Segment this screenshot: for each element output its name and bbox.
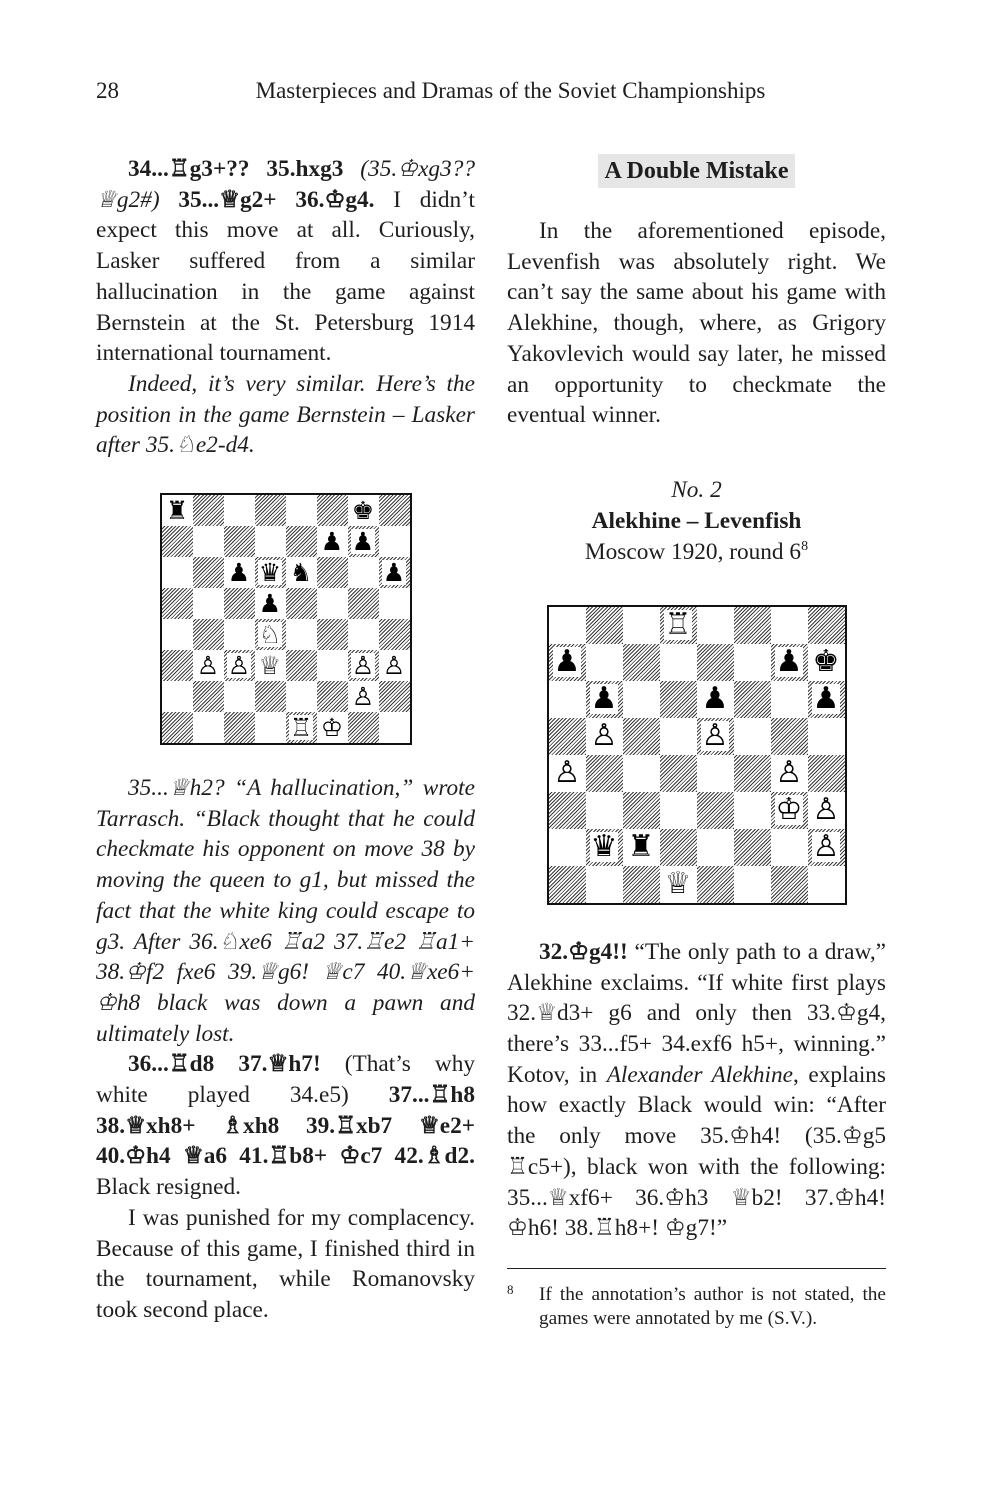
board-square — [697, 718, 734, 755]
white-queen-icon: ♕ — [258, 651, 282, 681]
board-square — [623, 866, 660, 903]
right-paragraph-2 — [507, 937, 886, 1244]
board-square — [549, 607, 586, 644]
board-square — [660, 792, 697, 829]
board-square — [193, 650, 224, 681]
board-square — [660, 607, 697, 644]
board-square — [771, 792, 808, 829]
board-square — [771, 681, 808, 718]
board-square — [771, 607, 808, 644]
board-square — [224, 712, 255, 743]
footnote-text: If the annotation’s author is not stated, the games were annotated by me (S.V.). — [539, 1283, 886, 1330]
board-square — [697, 829, 734, 866]
board-square — [586, 607, 623, 644]
board-square — [348, 681, 379, 712]
board-square — [586, 681, 623, 718]
black-knight-icon: ♞ — [289, 558, 313, 588]
left-paragraph-3: 35...♕h2? “A hallucination,” wrote Tarrasch. “Black thought that he could checkmate his opponent on move 38 by moving the queen to g1, but missed the fact that the white king could escape to g3. After 36.♘xe6 ♖a2 37.♖e2 ♖a1+ 38.♔f2 fxe6 39.♕g6! ♕c7 40.♕xe6+ ♔h8 black was down a pawn and ultimately lost. — [96, 775, 475, 1047]
board-square — [808, 607, 845, 644]
board-square — [348, 619, 379, 650]
footnote-reference: 8 — [801, 539, 809, 555]
board-square — [734, 644, 771, 681]
black-pawn-icon: ♟ — [258, 589, 282, 619]
white-pawn-icon: ♙ — [553, 755, 581, 791]
board-square — [193, 619, 224, 650]
white-queen-icon: ♕ — [664, 866, 692, 902]
board-square — [623, 607, 660, 644]
board-square — [660, 866, 697, 903]
board-square — [286, 619, 317, 650]
board-square — [224, 557, 255, 588]
board-square — [162, 557, 193, 588]
footnote-area — [507, 1268, 886, 1332]
board-square — [623, 681, 660, 718]
board-square — [586, 792, 623, 829]
board-square — [660, 755, 697, 792]
board-square — [193, 495, 224, 526]
board-square — [623, 829, 660, 866]
board-square — [193, 557, 224, 588]
board-square — [734, 607, 771, 644]
black-rook-icon: ♜ — [165, 496, 189, 526]
footnote-rule — [507, 1268, 886, 1269]
board-square — [348, 526, 379, 557]
board-square — [162, 712, 193, 743]
diagram-2-figure — [507, 605, 886, 905]
white-pawn-icon: ♙ — [812, 829, 840, 865]
running-title: Masterpieces and Dramas of the Soviet Championships — [255, 78, 766, 103]
board-square — [255, 495, 286, 526]
black-pawn-icon: ♟ — [553, 644, 581, 680]
text-run: 34...♖g3+?? — [128, 156, 250, 182]
white-rook-icon: ♖ — [664, 607, 692, 643]
board-square — [623, 792, 660, 829]
board-square — [734, 829, 771, 866]
white-pawn-icon: ♙ — [812, 792, 840, 828]
white-pawn-icon: ♙ — [351, 682, 375, 712]
text-run: 37...♖h8 38.♕xh8+ ♗xh8 39.♖xb7 ♕e2+ 40.♔h4 ♕a6 41.♖b8+ ♔c7 42.♗d2. — [96, 1082, 475, 1170]
board-square — [286, 650, 317, 681]
board-square — [549, 681, 586, 718]
footnote-mark: 8 — [507, 1281, 514, 1297]
board-square — [317, 526, 348, 557]
board-square — [549, 866, 586, 903]
text-run: , explains how exactly Black would win: “After the only move 35.♔h4! (35.♔g5 ♖c5+), black won with the following: 35...♕xf6+ 36.♔h3 ♕b2! 37.♔h4! ♔h6! 38.♖h8+! ♔g7!” — [507, 1061, 887, 1242]
board-square — [348, 557, 379, 588]
board-square — [660, 644, 697, 681]
board-square — [808, 755, 845, 792]
left-paragraph-1 — [96, 154, 475, 369]
chess-diagram-1 — [160, 493, 412, 745]
board-square — [697, 866, 734, 903]
black-pawn-icon: ♟ — [351, 527, 375, 557]
board-square — [255, 588, 286, 619]
board-square — [697, 681, 734, 718]
board-square — [771, 644, 808, 681]
text-run: (That’s why white played 34.e5) — [96, 1051, 475, 1109]
board-square — [697, 607, 734, 644]
game-number: No. 2 — [671, 476, 722, 503]
text-run: 32.♔g4!! — [539, 938, 628, 965]
white-king-icon: ♔ — [775, 792, 803, 828]
board-square — [808, 681, 845, 718]
game-players: Alekhine – Levenfish — [591, 507, 802, 534]
board-square — [771, 866, 808, 903]
black-king-icon: ♚ — [812, 644, 840, 680]
board-square — [808, 829, 845, 866]
board-square — [697, 792, 734, 829]
white-pawn-icon: ♙ — [701, 718, 729, 754]
board-square — [348, 712, 379, 743]
board-square — [255, 526, 286, 557]
white-pawn-icon: ♙ — [775, 755, 803, 791]
board-square — [255, 712, 286, 743]
game-event — [507, 537, 886, 568]
black-rook-icon: ♜ — [627, 829, 655, 865]
board-square — [771, 829, 808, 866]
board-square — [734, 866, 771, 903]
board-square — [317, 681, 348, 712]
left-column — [96, 154, 475, 1326]
board-square — [348, 495, 379, 526]
footnote — [507, 1283, 886, 1332]
board-square — [162, 650, 193, 681]
board-square — [255, 650, 286, 681]
board-square — [586, 718, 623, 755]
black-queen-icon: ♛ — [590, 829, 618, 865]
white-king-icon: ♔ — [320, 713, 344, 743]
diagram-1-figure — [96, 493, 475, 745]
board-square — [255, 619, 286, 650]
board-square — [317, 557, 348, 588]
board-square — [379, 495, 410, 526]
board-square — [255, 681, 286, 712]
board-square — [697, 644, 734, 681]
board-square — [808, 866, 845, 903]
right-paragraph-1: In the aforementioned episode, Levenfish was absolutely right. We can’t say the same about his game with Alekhine, though, where, as Grigory Yakovlevich would say later, he missed an opportunity to checkmate the eventual winner. — [507, 218, 886, 429]
board-square — [586, 866, 623, 903]
board-square — [193, 526, 224, 557]
board-square — [286, 712, 317, 743]
board-square — [660, 718, 697, 755]
board-square — [623, 755, 660, 792]
board-square — [317, 588, 348, 619]
board-square — [286, 557, 317, 588]
white-pawn-icon: ♙ — [590, 718, 618, 754]
board-square — [771, 718, 808, 755]
right-column — [507, 154, 886, 1332]
board-square — [586, 755, 623, 792]
left-paragraph-5: I was punished for my complacency. Because of this game, I finished third in the tournament, while Romanovsky took second place. — [96, 1204, 475, 1323]
board-square — [286, 526, 317, 557]
left-paragraph-4 — [96, 1049, 475, 1203]
white-pawn-icon: ♙ — [382, 651, 406, 681]
text-run: 35.hxg3 — [266, 156, 344, 182]
board-square — [734, 681, 771, 718]
board-square — [224, 495, 255, 526]
board-square — [379, 650, 410, 681]
white-rook-icon: ♖ — [289, 713, 313, 743]
board-square — [286, 681, 317, 712]
board-square — [317, 650, 348, 681]
text-run: Black resigned. — [96, 1174, 241, 1201]
board-square — [734, 755, 771, 792]
board-square — [586, 829, 623, 866]
text-run: (35.♔xg3?? ♕g2#) — [96, 156, 475, 213]
white-pawn-icon: ♙ — [351, 651, 375, 681]
board-square — [224, 526, 255, 557]
board-square — [808, 792, 845, 829]
board-square — [255, 557, 286, 588]
black-queen-icon: ♛ — [258, 558, 282, 588]
board-square — [193, 588, 224, 619]
game-event-text: Moscow 1920, round 6 — [584, 538, 802, 565]
chess-diagram-2 — [547, 605, 847, 905]
board-square — [348, 650, 379, 681]
board-square — [317, 495, 348, 526]
board-square — [660, 681, 697, 718]
board-square — [224, 619, 255, 650]
board-square — [771, 755, 808, 792]
text-run — [250, 156, 267, 182]
board-square — [224, 681, 255, 712]
board-square — [549, 792, 586, 829]
black-pawn-icon: ♟ — [812, 681, 840, 717]
board-square — [224, 650, 255, 681]
black-king-icon: ♚ — [351, 496, 375, 526]
board-square — [623, 718, 660, 755]
board-square — [734, 718, 771, 755]
board-square — [162, 526, 193, 557]
board-square — [162, 495, 193, 526]
board-square — [808, 644, 845, 681]
section-title-text: A Double Mistake — [598, 154, 794, 188]
board-square — [162, 619, 193, 650]
text-run: Alexander Alekhine — [606, 1061, 794, 1088]
board-square — [379, 619, 410, 650]
left-paragraph-2: Indeed, it’s very similar. Here’s the position in the game Bernstein – Lasker after 35.♘e2-d4. — [96, 370, 475, 459]
board-square — [379, 588, 410, 619]
board-square — [379, 681, 410, 712]
white-pawn-icon: ♙ — [196, 651, 220, 681]
board-square — [379, 526, 410, 557]
board-square — [317, 619, 348, 650]
board-square — [193, 681, 224, 712]
board-square — [808, 718, 845, 755]
board-square — [286, 495, 317, 526]
game-heading — [507, 475, 886, 568]
text-run: I didn’t expect this move at all. Curiously, Lasker suffered from a similar hallucination in the game against Bernstein at the St. Petersburg 1914 international tournament. — [96, 186, 475, 367]
board-square — [586, 644, 623, 681]
board-square — [623, 644, 660, 681]
text-run: “The only path to a draw,” Alekhine exclaims. “If white first plays 32.♕d3+ g6 and only then 33.♔g4, there’s 33...f5+ 34.exf6 h5+, winning.” Kotov, in — [507, 938, 886, 1088]
board-square — [549, 829, 586, 866]
board-square — [193, 712, 224, 743]
board-square — [379, 712, 410, 743]
board-square — [162, 588, 193, 619]
text-run: 35...♕g2+ 36.♔g4. — [178, 186, 375, 213]
black-pawn-icon: ♟ — [227, 558, 251, 588]
board-square — [734, 792, 771, 829]
black-pawn-icon: ♟ — [701, 681, 729, 717]
page-header — [96, 74, 885, 108]
black-pawn-icon: ♟ — [775, 644, 803, 680]
white-pawn-icon: ♙ — [227, 651, 251, 681]
board-square — [549, 755, 586, 792]
board-square — [162, 681, 193, 712]
black-pawn-icon: ♟ — [382, 558, 406, 588]
black-pawn-icon: ♟ — [590, 681, 618, 717]
black-pawn-icon: ♟ — [320, 527, 344, 557]
white-knight-icon: ♘ — [258, 620, 282, 650]
board-square — [286, 588, 317, 619]
page-number: 28 — [96, 78, 119, 103]
board-square — [317, 712, 348, 743]
section-title — [507, 154, 886, 188]
board-square — [549, 718, 586, 755]
board-square — [348, 588, 379, 619]
board-square — [224, 588, 255, 619]
board-square — [379, 557, 410, 588]
board-square — [697, 755, 734, 792]
board-square — [549, 644, 586, 681]
board-square — [660, 829, 697, 866]
text-run: 36...♖d8 37.♕h7! — [128, 1051, 321, 1078]
